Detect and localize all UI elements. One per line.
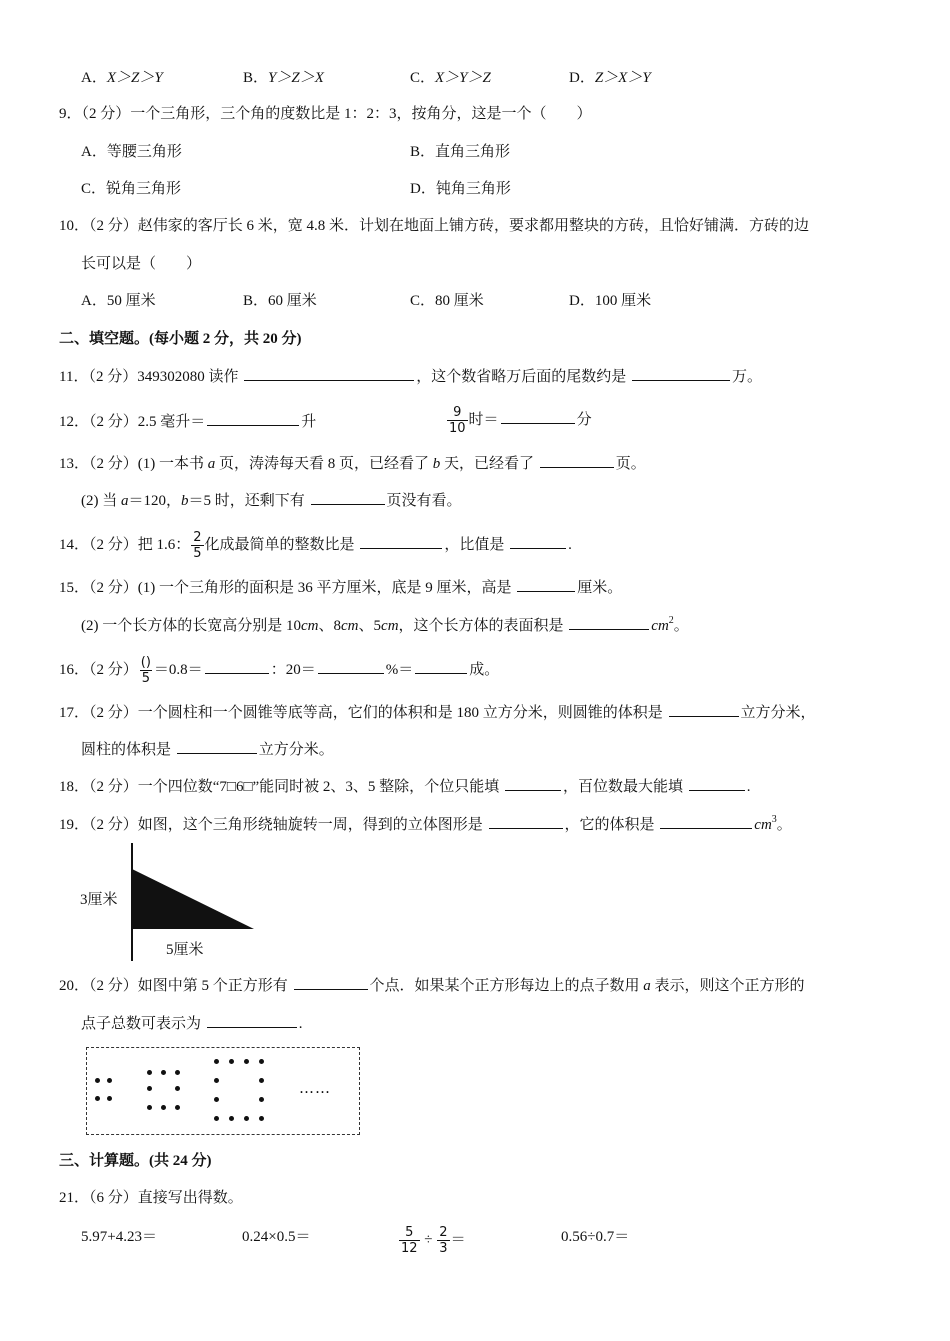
q10-stem: 10．（2 分）赵伟家的客厅长 6 米，宽 4.8 米．计划在地面上铺方砖，要求都用整块的方砖，且恰好铺满．方砖的边 [59,218,810,234]
q20-part-2: 点子总数可表示为 . [81,1013,303,1034]
q17-part-2: 圆柱的体积是 立方分米。 [81,739,334,760]
triangle-base-label: 5厘米 [166,942,204,958]
fraction-2-3: $\frac{2}{3}$ [439,1225,448,1257]
q9-option-b: B．直角三角形 [410,144,511,160]
q8-option-a: A．X＞Z＞Y [81,70,163,86]
q13-blank-2[interactable] [311,490,385,505]
q11-blank-2[interactable] [632,366,730,381]
q10-stem-cont: 长可以是（ ） [81,256,202,272]
q13-blank-1[interactable] [540,453,614,468]
q14: 14．（2 分）把 1.6： $\frac{2}{5}$ 化成最简单的整数比是 ，比值是 . [59,530,572,562]
q17-blank-2[interactable] [177,739,257,754]
q16-blank-3[interactable] [415,659,467,674]
q20-blank-2[interactable] [207,1013,297,1028]
q21-expr-4: 0.56÷0.7＝ [561,1229,630,1245]
dot-squares-figure [86,1047,360,1135]
q16-blank-2[interactable] [318,659,384,674]
q10-option-d: D．100 厘米 [569,293,652,309]
triangle-height-label: 3厘米 [80,892,118,908]
q21-expr-3: $\frac{5}{12}$ ÷ $\frac{2}{3}$ ＝ [401,1225,466,1257]
q14-blank-2[interactable] [510,534,566,549]
q8-option-b: B．Y＞Z＞X [243,70,324,86]
q12-part-2: $\frac{9}{10}$ 时＝ 分 [449,405,592,437]
q13-part-1: 13．（2 分）(1) 一本书 a 页，涛涛每天看 8 页，已经看了 b 天，已经看了 页。 [59,453,646,474]
q19-blank-2[interactable] [660,814,752,829]
section-3-heading: 三、计算题。(共 24 分) [59,1153,212,1169]
right-triangle [132,869,254,929]
q9-option-a: A．等腰三角形 [81,144,182,160]
q13-part-2: (2) 当 a＝120，b＝5 时，还剩下有 页没有看。 [81,490,462,511]
q20-part-1: 20．（2 分）如图中第 5 个正方形有 个点．如果某个正方形每边上的点子数用 a 表示，则这个正方形的 [59,975,805,996]
q9-stem: 9．（2 分）一个三角形，三个角的度数比是 1：2：3，按角分，这是一个（ ） [59,106,592,122]
q16: 16．（2 分） $\frac{()}{5}$ ＝0.8＝ ：20＝ %＝ 成。 [59,655,500,687]
q15-part-1: 15．（2 分）(1) 一个三角形的面积是 36 平方厘米，底是 9 厘米，高是 厘米。 [59,577,622,598]
fraction-9-10: $\frac{9}{10}$ [449,405,466,437]
fraction-blank-5: $\frac{()}{5}$ [140,655,151,687]
q10-option-a: A．50 厘米 [81,293,156,309]
q15-blank-2[interactable] [569,615,649,630]
q9-option-d: D．钝角三角形 [410,181,511,197]
section-2-heading: 二、填空题。(每小题 2 分，共 20 分) [59,331,302,347]
q12-blank-2[interactable] [501,409,575,424]
q17-blank-1[interactable] [669,702,739,717]
q8-option-d: D．Z＞X＞Y [569,70,651,86]
ellipsis: …… [299,1079,331,1097]
q18-blank-2[interactable] [689,776,745,791]
q11: 11．（2 分）349302080 读作 ，这个数省略万后面的尾数约是 万。 [59,366,762,387]
q11-blank-1[interactable] [244,366,414,381]
q21-expr-1: 5.97+4.23＝ [81,1229,157,1245]
q16-blank-1[interactable] [205,659,269,674]
q9-option-c: C．锐角三角形 [81,181,182,197]
q20-blank-1[interactable] [294,975,368,990]
q18-blank-1[interactable] [505,776,561,791]
q14-blank-1[interactable] [360,534,442,549]
q10-option-c: C．80 厘米 [410,293,484,309]
q19-blank-1[interactable] [489,814,563,829]
q12-blank-1[interactable] [207,411,299,426]
q21-expr-2: 0.24×0.5＝ [242,1229,311,1245]
q8-option-c: C．X＞Y＞Z [410,70,491,86]
q21-stem: 21．（6 分）直接写出得数。 [59,1190,243,1206]
q15-part-2: (2) 一个长方体的长宽高分别是 10cm、8cm、5cm，这个长方体的表面积是 $cm^2$。 [81,615,689,634]
q17-part-1: 17．（2 分）一个圆柱和一个圆锥等底等高，它们的体积和是 180 立方分米，则圆锥的体积是 立方分米， [59,702,816,723]
q12-part-1: 12．（2 分）2.5 毫升＝ 升 [59,411,316,432]
fraction-5-12: $\frac{5}{12}$ [401,1225,418,1257]
q15-blank-1[interactable] [517,577,575,592]
q18: 18．（2 分）一个四位数“7□6□”能同时被 2、3、5 整除，个位只能填 ，百位数最大能填 . [59,776,750,797]
q10-option-b: B．60 厘米 [243,293,317,309]
q19: 19．（2 分）如图，这个三角形绕轴旋转一周，得到的立体图形是 ，它的体积是 $cm^3$。 [59,814,792,833]
fraction-2-5: $\frac{2}{5}$ [193,530,202,562]
